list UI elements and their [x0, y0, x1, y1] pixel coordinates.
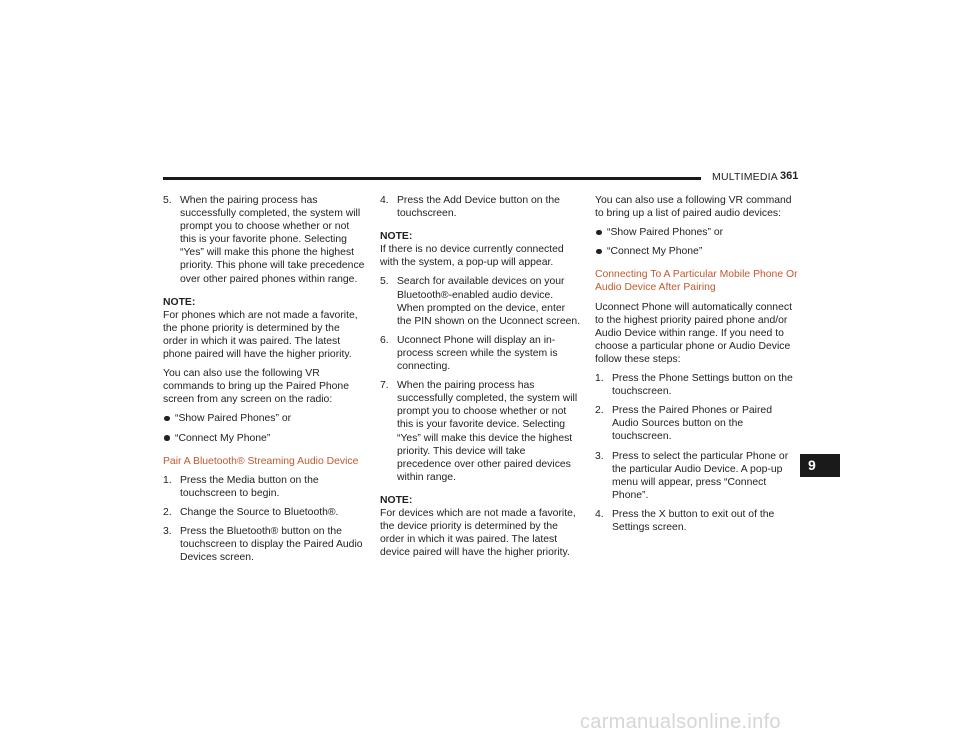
section-title: MULTIMEDIA	[712, 171, 778, 183]
bullet-item	[163, 412, 365, 425]
list-item	[163, 525, 365, 564]
step-number: 3.	[163, 525, 172, 537]
step-number: 4.	[380, 195, 389, 206]
bullet-icon	[595, 245, 607, 258]
bullet-text: “Show Paired Phones” or	[175, 413, 292, 425]
step-text: Uconnect Phone will display an in-process screen while the system is connecting.	[397, 334, 558, 373]
list-item	[380, 194, 582, 220]
bullet-item	[163, 432, 365, 445]
step-number: 4.	[595, 508, 604, 520]
step-number: 6.	[380, 334, 389, 346]
section-heading: Pair A Bluetooth® Streaming Audio Device	[163, 455, 359, 467]
column-1	[163, 194, 365, 570]
watermark-text[interactable]: carmanualsonline.info	[580, 711, 781, 733]
step-text: Press the Media button on the touchscreen to begin.	[180, 474, 319, 499]
step-text: Press to select the particular Phone or the particular Audio Device. A pop-up menu will appear, press “Connect Phone”.	[612, 450, 789, 501]
step-text: Press the Add Device button on the touchscreen.	[397, 195, 560, 220]
step-number: 3.	[595, 450, 604, 462]
note-title: NOTE:	[380, 231, 413, 243]
step-number: 5.	[163, 195, 172, 206]
section-heading: Connecting To A Particular Mobile Phone Or Audio Device After Pairing	[595, 269, 798, 294]
list-item	[595, 450, 800, 502]
list-item	[380, 275, 582, 327]
vr-intro: You can also use a following VR command to bring up a list of paired audio devices:	[595, 195, 792, 220]
bullet-icon	[595, 226, 607, 239]
note-body: If there is no device currently connected with the system, a pop-up will appear.	[380, 244, 564, 269]
step-text: When the pairing process has successfully completed, the system will prompt you to choose whether or not this is your favorite device. Selecting “Yes” will make this device the highest priority. This device will take precedence over other paired devices within range.	[397, 380, 578, 483]
step-text: When the pairing process has successfully completed, the system will prompt you to choose whether or not this is your favorite phone. Selecting “Yes” will make this phone the highest priority. This phone will take precedence over other paired phones within range.	[180, 195, 365, 285]
step-number: 2.	[163, 506, 172, 518]
note-title: NOTE:	[380, 494, 413, 506]
bullet-icon	[163, 432, 175, 445]
list-item	[163, 506, 365, 519]
bullet-text: “Connect My Phone”	[607, 246, 703, 258]
header-rule	[163, 177, 701, 180]
list-item	[595, 372, 800, 398]
step-text: Search for available devices on your Bluetooth®-enabled audio device. When prompted on the device, enter the PIN shown on the Uconnect screen.	[397, 276, 581, 327]
vr-intro: You can also use the following VR commands to bring up the Paired Phone screen from any screen on the radio:	[163, 368, 349, 406]
step-text: Press the X button to exit out of the Settings screen.	[612, 508, 775, 533]
column-3	[595, 194, 800, 540]
list-item	[595, 404, 800, 443]
bullet-item	[595, 245, 800, 258]
note-title: NOTE:	[163, 296, 196, 308]
step-number: 1.	[595, 373, 604, 385]
bullet-icon	[163, 412, 175, 425]
step-text: Press the Bluetooth® button on the touchscreen to display the Paired Audio Devices screen.	[180, 525, 363, 564]
list-item	[595, 508, 800, 534]
note-body: For devices which are not made a favorite, the device priority is determined by the order in which it was paired. The latest device paired will have the higher priority.	[380, 507, 576, 559]
list-item	[163, 194, 365, 286]
step-number: 1.	[163, 474, 172, 486]
bullet-text: “Show Paired Phones” or	[607, 227, 724, 239]
list-item	[163, 474, 365, 500]
step-number: 2.	[595, 405, 604, 417]
step-number: 7.	[380, 380, 389, 392]
step-text: Press the Phone Settings button on the touchscreen.	[612, 373, 793, 398]
step-number: 5.	[380, 276, 389, 288]
step-text: Change the Source to Bluetooth®.	[180, 506, 339, 518]
bullet-item	[595, 226, 800, 239]
list-item	[380, 379, 582, 484]
list-item	[380, 334, 582, 373]
note-body: For phones which are not made a favorite, the phone priority is determined by the order in which it was paired. The latest phone paired will have the higher priority.	[163, 309, 358, 361]
bullet-text: “Connect My Phone”	[175, 432, 271, 444]
page-number: 361	[780, 170, 799, 182]
column-2	[380, 194, 582, 565]
step-text: Press the Paired Phones or Paired Audio Sources button on the touchscreen.	[612, 405, 772, 443]
chapter-tab: 9	[800, 454, 840, 477]
paragraph: Uconnect Phone will automatically connect to the highest priority paired phone and/or Audio Device within range. If you need to choose a particular phone or Audio Device follow these steps:	[595, 301, 792, 365]
